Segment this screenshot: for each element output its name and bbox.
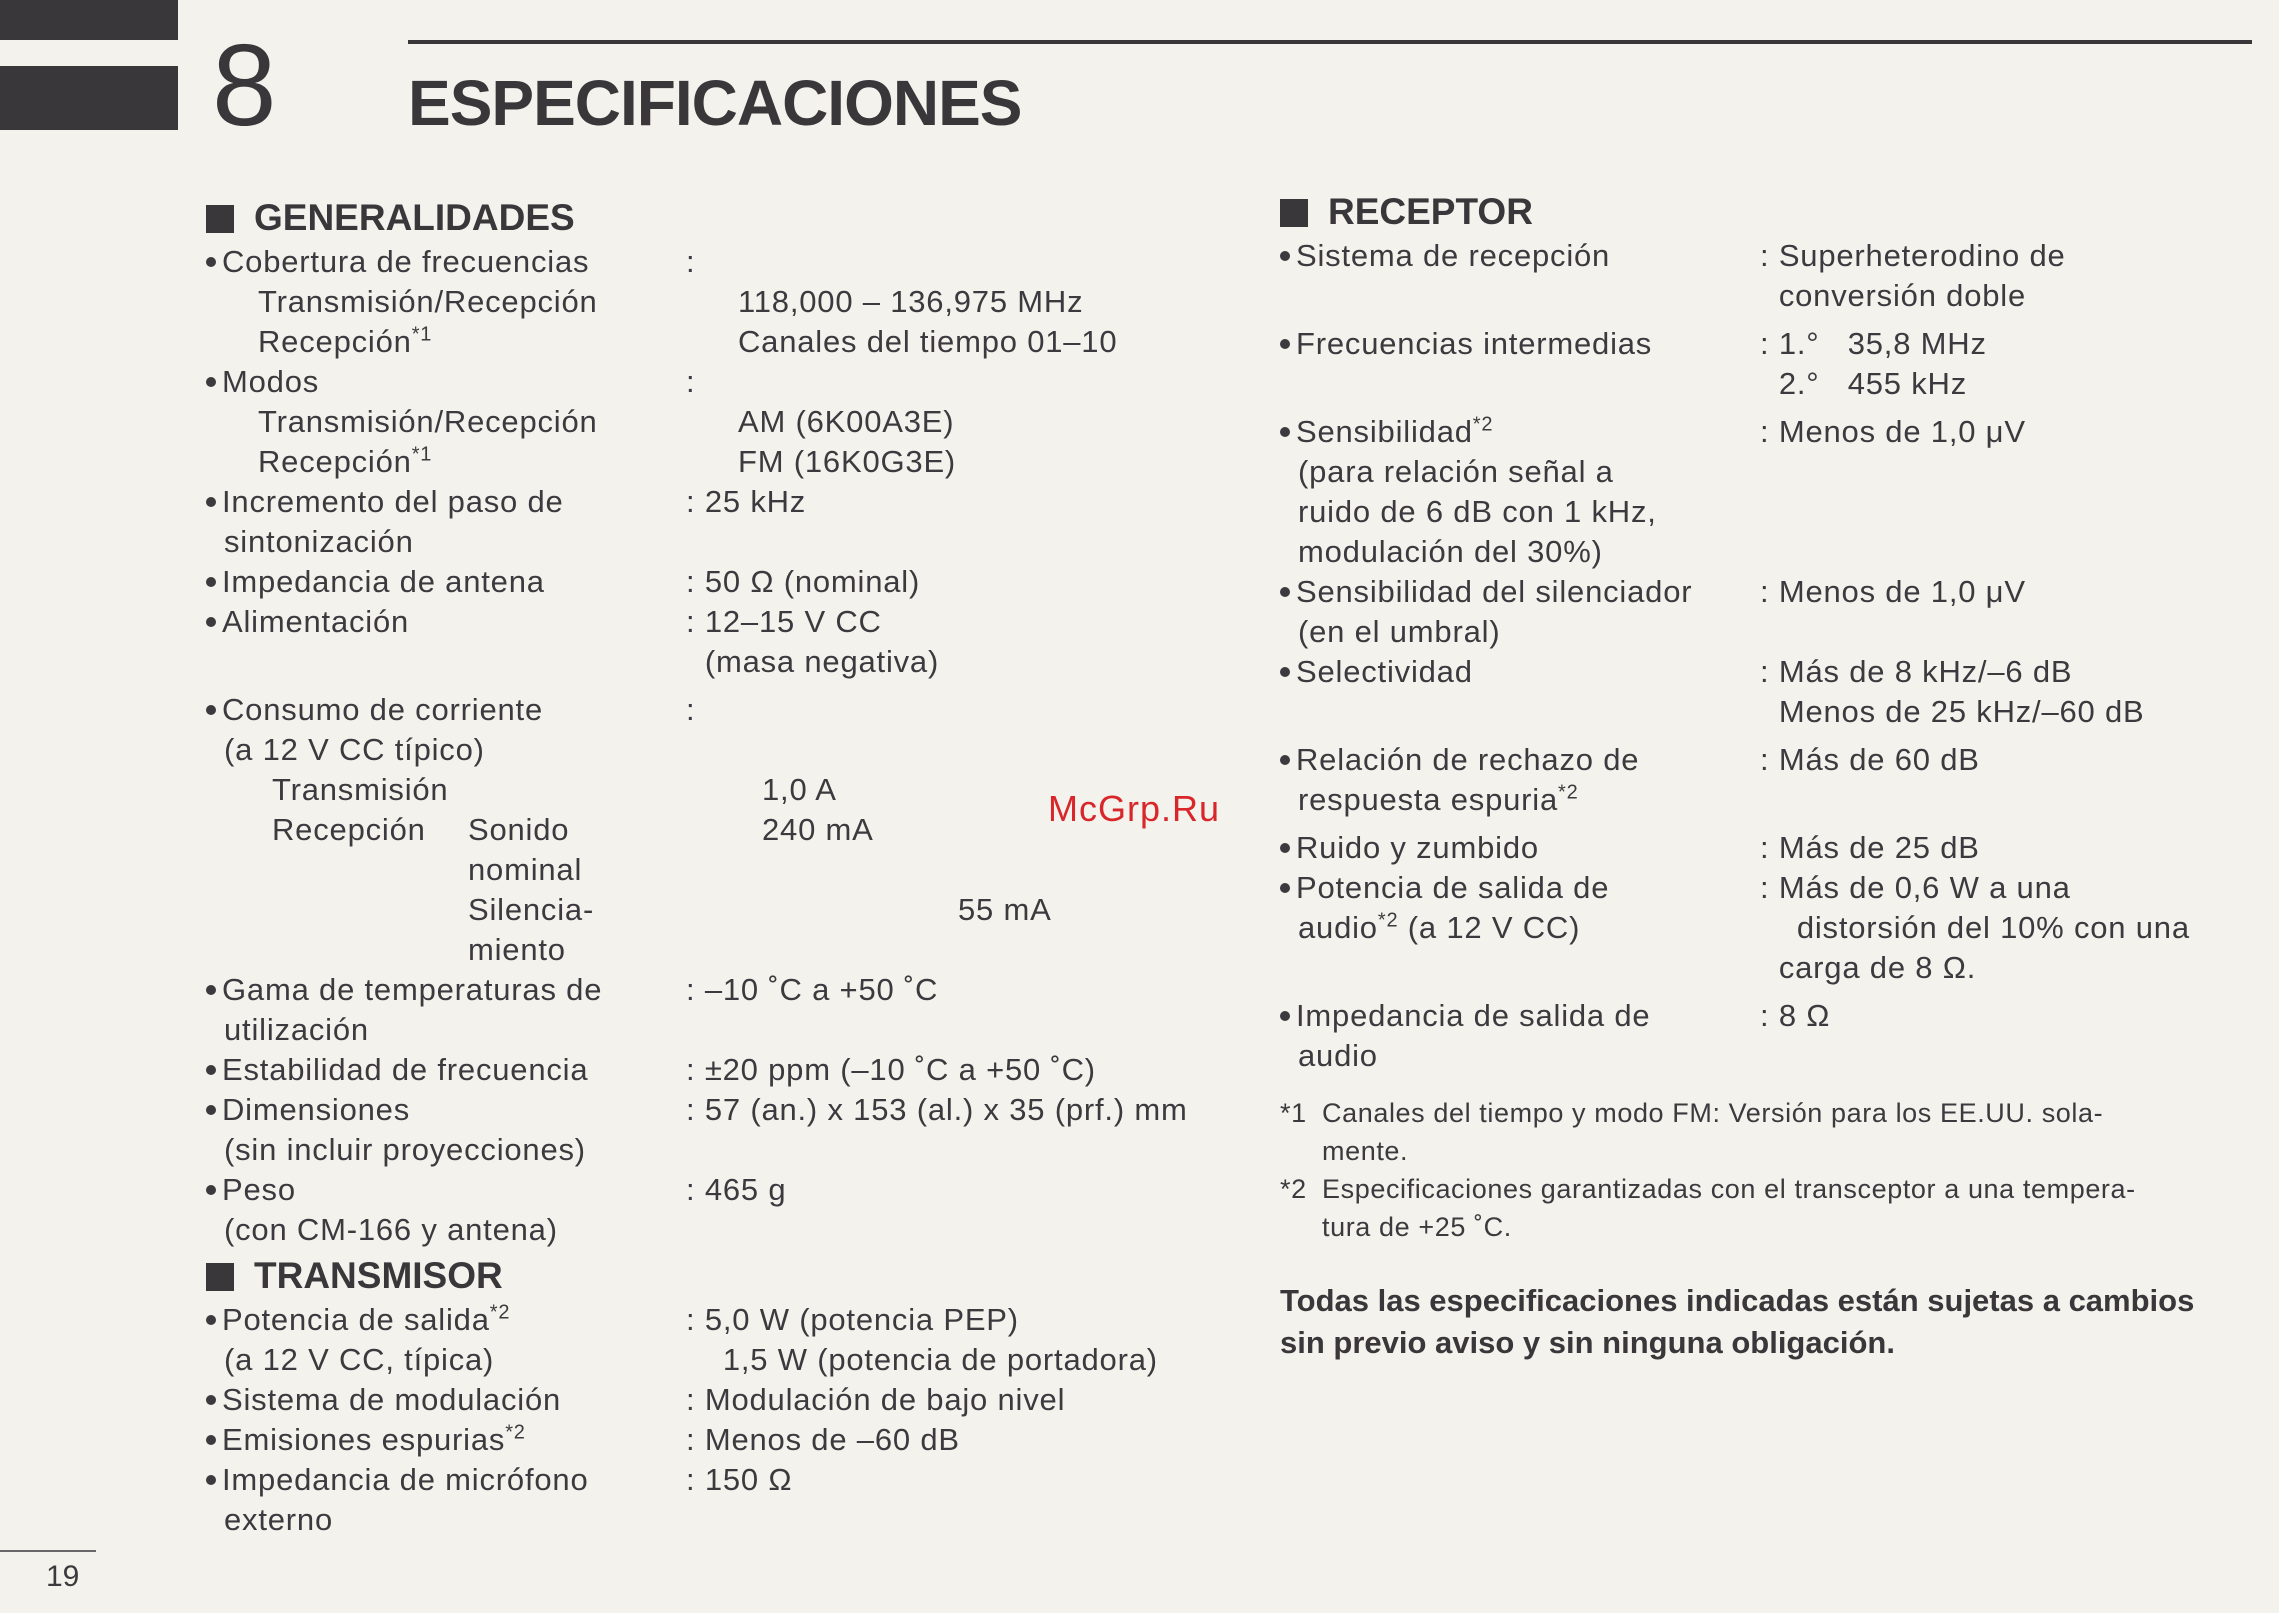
spec-label: Peso — [222, 1172, 296, 1207]
spec-label: modulación del 30%) — [1298, 534, 1603, 569]
spec-value: Menos de 25 kHz/–60 dB — [1760, 694, 2145, 729]
spec-label: nominal — [468, 852, 583, 887]
spec-value: : Más de 0,6 W a una — [1760, 870, 2071, 905]
spec-label: Cobertura de frecuencias — [222, 244, 590, 279]
spec-row — [206, 1500, 1266, 1540]
spec-row — [1280, 652, 2250, 692]
square-bullet-icon — [1280, 199, 1308, 227]
bullet-icon — [206, 1065, 216, 1075]
footnote-ref: *2 — [489, 1301, 511, 1324]
bullet-icon — [1280, 587, 1290, 597]
spec-row — [206, 522, 1266, 562]
page-number: 19 — [46, 1560, 80, 1593]
spec-row — [1280, 452, 2250, 492]
spec-row — [1280, 236, 2250, 276]
right-column — [1280, 190, 2250, 1364]
footnote-ref: *2 — [1558, 781, 1579, 804]
spec-row — [1280, 532, 2250, 572]
general-spec-list — [206, 242, 1266, 770]
spec-value — [704, 1210, 1266, 1250]
footnote-mark: *1 — [1280, 1098, 1307, 1128]
bullet-icon — [206, 377, 216, 387]
spec-value: : 5,0 W (potencia PEP) — [686, 1302, 1019, 1337]
spec-label: Relación de rechazo de — [1296, 742, 1640, 777]
watermark: McGrp.Ru — [1048, 788, 1221, 829]
spec-row — [206, 730, 1266, 770]
section-heading-transmitter: TRANSMISOR — [206, 1254, 1266, 1298]
spec-row — [206, 1090, 1266, 1130]
spec-value: : 465 g — [686, 1172, 787, 1207]
spec-value: : –10 ˚C a +50 ˚C — [686, 972, 939, 1007]
footnote — [1280, 1170, 2250, 1246]
spec-row — [1280, 868, 2250, 908]
spec-value — [1778, 780, 2250, 820]
spec-label: Impedancia de salida de — [1296, 998, 1651, 1033]
bullet-icon — [206, 705, 216, 715]
spec-label: Potencia de salida — [222, 1302, 490, 1337]
bullet-icon — [1280, 755, 1290, 765]
spec-row — [1280, 692, 2250, 732]
spec-row — [206, 642, 1266, 682]
footnotes — [1280, 1094, 2250, 1246]
bullet-icon — [206, 1315, 216, 1325]
spec-label: (a 12 V CC típico) — [224, 732, 485, 767]
spec-value: : Menos de 1,0 μV — [1760, 574, 2026, 609]
square-bullet-icon — [206, 1263, 234, 1291]
spec-row — [206, 970, 1266, 1010]
spec-row — [206, 482, 1266, 522]
spec-value: : 25 kHz — [686, 484, 807, 519]
section-heading-general: GENERALIDADES — [206, 196, 1266, 240]
header-rule — [408, 40, 2252, 44]
spec-label: miento — [468, 932, 566, 967]
spec-label: Consumo de corriente — [222, 692, 543, 727]
bullet-icon — [206, 617, 216, 627]
spec-row — [206, 562, 1266, 602]
spec-value — [1778, 1036, 2250, 1076]
page-number-rule — [0, 1550, 96, 1552]
bullet-icon — [206, 497, 216, 507]
bullet-icon — [1280, 1011, 1290, 1021]
spec-label: Recepción — [258, 444, 412, 479]
spec-value — [704, 1010, 1266, 1050]
spec-row — [1280, 412, 2250, 452]
page-title: ESPECIFICACIONES — [408, 67, 1022, 139]
spec-value: : 57 (an.) x 153 (al.) x 35 (prf.) mm — [686, 1092, 1188, 1127]
spec-label: ruido de 6 dB con 1 kHz, — [1298, 494, 1657, 529]
spec-label: Impedancia de micrófono — [222, 1462, 589, 1497]
spec-label: Sonido — [468, 812, 570, 847]
spec-value — [704, 1130, 1266, 1170]
bullet-icon — [206, 257, 216, 267]
spec-label: (para relación señal a — [1298, 454, 1614, 489]
footnote-mark: *2 — [1280, 1174, 1307, 1204]
spec-value: 118,000 – 136,975 MHz — [738, 284, 1084, 319]
spec-label: Silencia- — [468, 892, 595, 927]
spec-value: 1,5 W (potencia de portadora) — [704, 1342, 1158, 1377]
spec-label: respuesta espuria — [1298, 782, 1559, 817]
spec-value: 1,0 A — [762, 772, 837, 807]
spec-row — [206, 1050, 1266, 1090]
spec-row — [206, 1460, 1266, 1500]
spec-value: 55 mA — [958, 892, 1052, 927]
spec-label: Alimentación — [222, 604, 410, 639]
chapter-tab-bar — [0, 0, 178, 130]
spec-label: Gama de temperaturas de — [222, 972, 603, 1007]
spec-label: Potencia de salida de — [1296, 870, 1610, 905]
spec-label: (en el umbral) — [1298, 614, 1501, 649]
bullet-icon — [1280, 667, 1290, 677]
spec-value — [704, 522, 1266, 562]
spec-row — [206, 890, 1266, 930]
spec-value: : Menos de –60 dB — [686, 1422, 960, 1457]
general-spec-list-2 — [206, 970, 1266, 1250]
spec-value: FM (16K0G3E) — [738, 444, 957, 479]
spec-label: Estabilidad de frecuencia — [222, 1052, 589, 1087]
spec-label: Sistema de modulación — [222, 1382, 562, 1417]
spec-value: (masa negativa) — [686, 644, 940, 679]
spec-row — [206, 282, 1266, 322]
spec-label: externo — [224, 1502, 333, 1537]
spec-value: : ±20 ppm (–10 ˚C a +50 ˚C) — [686, 1052, 1096, 1087]
spec-label: Frecuencias intermedias — [1296, 326, 1653, 361]
receiver-spec-list — [1280, 236, 2250, 1076]
spec-label: Sensibilidad del silenciador — [1296, 574, 1693, 609]
spec-row — [206, 1300, 1266, 1340]
section-heading-receiver: RECEPTOR — [1280, 190, 2250, 234]
spec-row — [206, 1210, 1266, 1250]
footnote-text: Especificaciones garantizadas con el transceptor a una tempera- — [1322, 1174, 2136, 1204]
spec-row — [206, 322, 1266, 362]
square-bullet-icon — [206, 205, 234, 233]
spec-value: : 50 Ω (nominal) — [686, 564, 921, 599]
spec-row — [206, 1380, 1266, 1420]
spec-value: : 1.° 35,8 MHz — [1760, 326, 1987, 361]
bullet-icon — [206, 1475, 216, 1485]
spec-value: AM (6K00A3E) — [738, 404, 955, 439]
spec-row — [1280, 364, 2250, 404]
spec-row — [206, 402, 1266, 442]
spec-row — [206, 690, 1266, 730]
spec-value: 2.° 455 kHz — [1760, 366, 1968, 401]
footnote-text: tura de +25 ˚C. — [1322, 1212, 1512, 1242]
spec-label: Transmisión/Recepción — [258, 404, 598, 439]
spec-value: conversión doble — [1760, 278, 2027, 313]
spec-label: Sistema de recepción — [1296, 238, 1611, 273]
spec-label: (a 12 V CC, típica) — [224, 1342, 495, 1377]
spec-row — [206, 242, 1266, 282]
spec-row — [1280, 572, 2250, 612]
bullet-icon — [206, 1435, 216, 1445]
spec-label: Transmisión — [272, 772, 449, 807]
spec-label: Dimensiones — [222, 1092, 410, 1127]
spec-label: audio — [1298, 910, 1378, 945]
footnote — [1280, 1094, 2250, 1170]
spec-row — [206, 1010, 1266, 1050]
transmitter-spec-list — [206, 1300, 1266, 1540]
spec-value: Canales del tiempo 01–10 — [738, 324, 1118, 359]
spec-label: Recepción — [272, 812, 426, 847]
bullet-icon — [1280, 339, 1290, 349]
bullet-icon — [206, 1395, 216, 1405]
spec-value — [704, 1500, 1266, 1540]
spec-value: : Superheterodino de — [1760, 238, 2066, 273]
spec-value — [1778, 612, 2250, 652]
spec-value: : — [686, 244, 696, 279]
spec-label: Selectividad — [1296, 654, 1473, 689]
spec-row — [206, 850, 1266, 890]
bullet-icon — [206, 577, 216, 587]
spec-label: (con CM-166 y antena) — [224, 1212, 558, 1247]
spec-value: : — [686, 364, 696, 399]
spec-label: Incremento del paso de — [222, 484, 564, 519]
spec-row — [1280, 780, 2250, 820]
footnote-ref: *1 — [411, 443, 433, 466]
bullet-icon — [206, 1185, 216, 1195]
spec-value: : Más de 8 kHz/–6 dB — [1760, 654, 2073, 689]
spec-row — [206, 1130, 1266, 1170]
spec-value: : 150 Ω — [686, 1462, 793, 1497]
spec-label: Modos — [222, 364, 320, 399]
spec-value — [704, 730, 1266, 770]
spec-row — [1280, 612, 2250, 652]
spec-value: distorsión del 10% con una — [1778, 910, 2190, 945]
spec-label: audio — [1298, 1038, 1378, 1073]
spec-row — [206, 1420, 1266, 1460]
spec-label: Transmisión/Recepción — [258, 284, 598, 319]
spec-row — [1280, 276, 2250, 316]
spec-row — [1280, 492, 2250, 532]
footnote-ref: *2 — [1377, 909, 1399, 932]
spec-row — [206, 362, 1266, 402]
spec-row — [206, 602, 1266, 642]
spec-row — [206, 442, 1266, 482]
footnote-text: mente. — [1322, 1136, 1409, 1166]
spec-value: : — [686, 692, 696, 727]
spec-value: : Más de 25 dB — [1760, 830, 1980, 865]
spec-row — [1280, 324, 2250, 364]
bullet-icon — [206, 1105, 216, 1115]
footnote-text: Canales del tiempo y modo FM: Versión para los EE.UU. sola- — [1322, 1098, 2104, 1128]
spec-value: : Más de 60 dB — [1760, 742, 1980, 777]
spec-label: Sensibilidad — [1296, 414, 1473, 449]
spec-value: 240 mA — [762, 812, 874, 847]
footnote-ref: *1 — [411, 323, 433, 346]
left-column — [206, 196, 1266, 1540]
spec-row — [206, 930, 1266, 970]
spec-label: Ruido y zumbido — [1296, 830, 1539, 865]
spec-label: (a 12 V CC) — [1398, 910, 1581, 945]
change-notice: Todas las especificaciones indicadas están sujetas a cambios sin previo aviso y sin ninguna obligación. — [1280, 1283, 2195, 1360]
spec-value: : 12–15 V CC — [686, 604, 882, 639]
spec-row — [1280, 948, 2250, 988]
spec-label: sintonización — [224, 524, 414, 559]
spec-row — [1280, 828, 2250, 868]
spec-label: (sin incluir proyecciones) — [224, 1132, 586, 1167]
spec-row — [1280, 908, 2250, 948]
spec-value: : 8 Ω — [1760, 998, 1831, 1033]
spec-row — [206, 1170, 1266, 1210]
footnote-ref: *2 — [505, 1421, 526, 1444]
spec-label: Emisiones espurias — [222, 1422, 506, 1457]
bullet-icon — [1280, 427, 1290, 437]
spec-label: utilización — [224, 1012, 369, 1047]
bullet-icon — [206, 985, 216, 995]
chapter-tab-notch — [0, 40, 178, 66]
spec-value: : Modulación de bajo nivel — [686, 1382, 1066, 1417]
spec-row — [1280, 996, 2250, 1036]
bullet-icon — [1280, 883, 1290, 893]
bullet-icon — [1280, 843, 1290, 853]
spec-row — [1280, 1036, 2250, 1076]
spec-value: : Menos de 1,0 μV — [1760, 414, 2026, 449]
footnote-ref: *2 — [1472, 413, 1494, 436]
spec-value — [1778, 492, 2250, 532]
spec-value — [1778, 532, 2250, 572]
spec-value: carga de 8 Ω. — [1760, 950, 1977, 985]
spec-label: Impedancia de antena — [222, 564, 545, 599]
spec-row — [1280, 740, 2250, 780]
spec-value — [1778, 452, 2250, 492]
spec-row — [206, 1340, 1266, 1380]
bullet-icon — [1280, 251, 1290, 261]
spec-label: Recepción — [258, 324, 412, 359]
chapter-number: 8 — [212, 20, 277, 150]
